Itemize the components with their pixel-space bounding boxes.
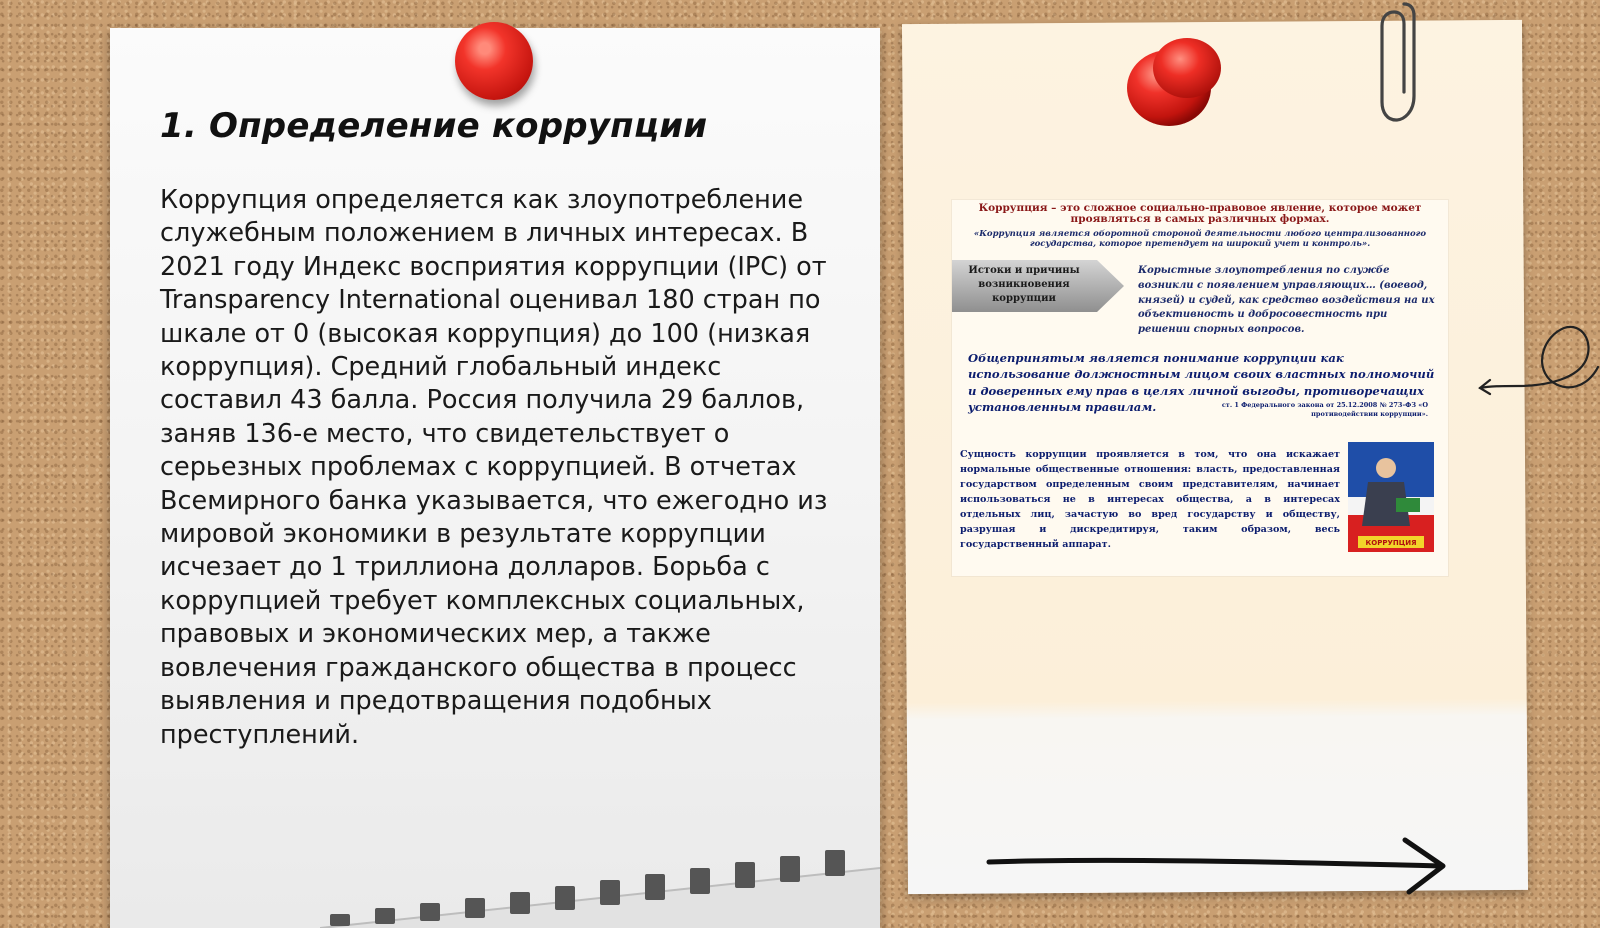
scribble-doodle [1478, 312, 1600, 408]
slide-law-reference: ст. 1 Федерального закона от 25.12.2008 № 273-ФЗ «О противодействии коррупции». [1221, 401, 1428, 418]
push-pin-icon [455, 22, 533, 100]
arrow-right-icon [985, 836, 1455, 896]
slide-essence-text: Сущность коррупции проявляется в том, что она искажает нормальные общественные отношения: власть, предоставленная государством определенным своим представителям, начинает использоваться не в интересах общества, а в интересах отдельных лиц, зачастую во вред государству и обществу, разрушая и дискредитируя, таким образом, весь государственный аппарат. [960, 449, 1340, 550]
pic-caption: КОРРУПЦИЯ [1365, 539, 1417, 547]
slide-quote: «Коррупция является оборотной стороной деятельности любого централизованного государства, которое претендует на широкий учет и контроль». [973, 229, 1427, 249]
embedded-slide-image [952, 200, 1448, 576]
slide-definition: Общепринятым является понимание коррупции как использование должностным лицом своих властных полномочий и доверенных ему прав в целях личной выгоды, противоречащих установленным правилам. [968, 351, 1435, 415]
push-pin-icon [1125, 36, 1223, 128]
paperclip-icon [1378, 0, 1418, 125]
torn-notebook-edge [320, 838, 880, 928]
corruption-illustration [1348, 442, 1434, 552]
slide-side-text: Корыстные злоупотребления по службе возникли с появлением управляющих… (воевод, князей) и судей, как средство воздействия на их объективность и добросовестность при решении спорных вопросов. [1138, 265, 1435, 336]
arrow-label: Истоки и причины возникновения коррупции [968, 265, 1080, 304]
card-body-text: Коррупция определяется как злоупотребление служебным положением в личных интересах. В 2021 году Индекс восприятия коррупции (IPC) от Transparency International оценивал 180 стран по шкале от 0 (высокая коррупция) до 100 (низкая коррупция). Средний глобальный индекс составил 43 балла. Россия получила 29 баллов, заняв 136-е место, что свидетельствует о серьезных проблемах с коррупцией. В отчетах Всемирного банка указывается, что ежегодно из мировой экономики в результате коррупции исчезает до 1 триллиона долларов. Борьба с коррупцией требует комплексных социальных, правовых и экономических мер, а также вовлечения гражданского общества в процесс выявления и предотвращения подобных преступлений. [160, 185, 828, 750]
slide-headline: Коррупция – это сложное социально-правовое явление, которое может проявляться в самых различных формах. [978, 202, 1422, 225]
card-title: 1. Определение коррупции [160, 106, 708, 146]
left-note-card [110, 28, 880, 928]
